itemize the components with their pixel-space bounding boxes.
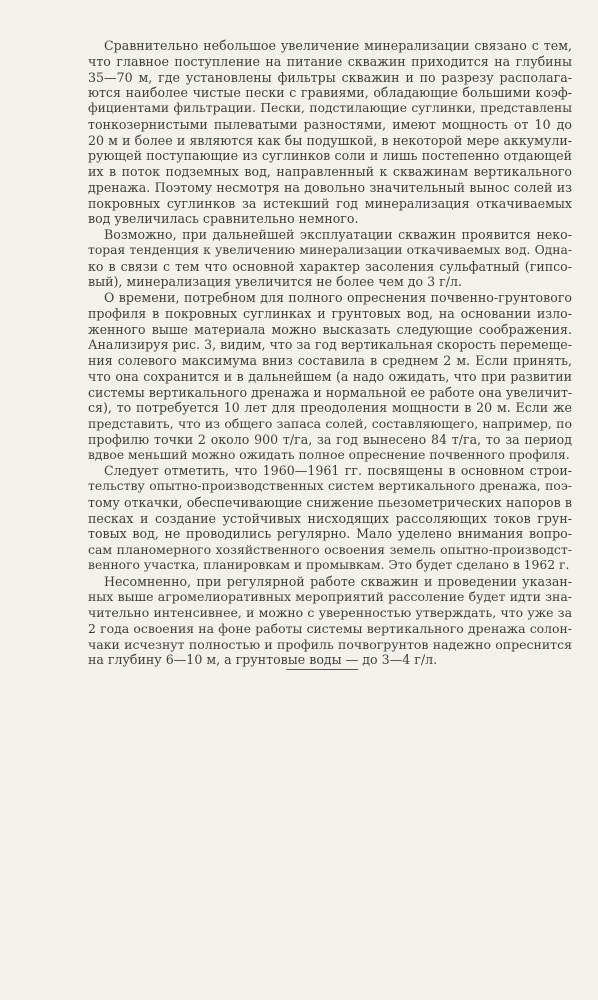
- text-line: Возможно, при дальнейшей эксплуатации скважин проявится неко-: [104, 227, 572, 242]
- text-line: рующей поступающие из суглинков соли и лишь постепенно отдающей: [88, 148, 572, 164]
- text-line: их в поток подземных вод, направленный к скважинам вертикального: [88, 164, 572, 179]
- text-line: вдвое меньший можно ожидать полное опреснение почвенного профиля.: [88, 447, 570, 462]
- text-line: чительно интенсивнее, и можно с уверенностью утверждать, что уже за: [88, 605, 572, 620]
- paragraph-construction-years: [88, 463, 572, 573]
- text-line: 2 года освоения на фоне работы системы вертикального дренажа солон-: [88, 620, 572, 636]
- text-line: что она сохранится и в дальнейшем (а надо ожидать, что при развитии: [88, 368, 572, 384]
- text-line: О времени, потребном для полного опреснения почвенно-грунтового: [104, 290, 572, 305]
- text-line: тельству опытно-производственных систем вертикального дренажа, поэ-: [88, 479, 572, 493]
- text-line: покровных суглинков за истекший год минерализация откачиваемых: [88, 195, 572, 211]
- text-line: торая тенденция к увеличению минерализации откачиваемых вод. Одна-: [88, 242, 572, 257]
- paragraph-desalination-time: [88, 290, 572, 463]
- paragraph-future-tendency: [88, 227, 572, 290]
- paragraph-mineralization-increase: [88, 38, 572, 227]
- text-line: вый), минерализация увеличится не более чем до 3 г/л.: [88, 274, 462, 290]
- text-line: профиля в покровных суглинках и грунтовых вод, на основании изло-: [88, 305, 572, 321]
- text-line: представить, что из общего запаса солей, составляющего, например, по: [88, 416, 572, 431]
- text-line: товых вод, не проводились регулярно. Мало уделено внимания вопро-: [88, 526, 572, 542]
- end-separator-line: [286, 669, 358, 670]
- text-line: тому откачки, обеспечивающие снижение пьезометрических напоров в: [88, 494, 572, 510]
- text-line: 35—70 м, где установлены фильтры скважин и по разрезу располага-: [88, 69, 572, 85]
- text-line: фициентами фильтрации. Пески, подстилающие суглинки, представлены: [88, 101, 572, 115]
- text-line: дренажа. Поэтому несмотря на довольно значительный вынос солей из: [88, 179, 572, 195]
- text-line: системы вертикального дренажа и нормальной ее работе она увеличит-: [88, 384, 573, 400]
- text-line: ко в связи с тем что основной характер засоления сульфатный (гипсо-: [88, 258, 572, 274]
- text-line: ных выше агромелиоративных мероприятий рассоление будет идти зна-: [88, 589, 572, 605]
- text-line: Несомненно, при регулярной работе скважин и проведении указан-: [104, 573, 572, 589]
- text-line: женного выше материала можно высказать следующие соображения.: [88, 321, 572, 337]
- text-line: 20 м и более и являются как бы подушкой, в некоторой мере аккумули-: [88, 132, 572, 148]
- text-line: венного участка, планировкам и промывкам. Это будет сделано в 1962 г.: [88, 557, 570, 572]
- text-line: сам планомерного хозяйственного освоения земель опытно-производст-: [88, 542, 572, 557]
- body-text: [88, 38, 572, 668]
- text-line: вод увеличилась сравнительно немного.: [88, 211, 359, 227]
- paragraph-conclusion: [88, 574, 572, 669]
- text-line: профилю точки 2 около 900 т/га, за год вынесено 84 т/га, то за период: [88, 431, 572, 447]
- text-line: тонкозернистыми пылеватыми разностями, имеют мощность от 10 до: [88, 116, 572, 132]
- text-line: Следует отметить, что 1960—1961 гг. посвящены в основном строи-: [104, 463, 572, 479]
- text-line: Сравнительно небольшое увеличение минерализации связано с тем,: [104, 38, 572, 53]
- text-line: на глубину 6—10 м, а грунтовые воды — до 3—4 г/л.: [88, 652, 438, 668]
- text-line: что главное поступление на питание скважин приходится на глубины: [88, 53, 572, 69]
- text-line: песках и создание устойчивых нисходящих рассоляющих токов грун-: [88, 510, 572, 526]
- text-line: ся), то потребуется 10 лет для преодоления мощности в 20 м. Если же: [88, 400, 572, 416]
- text-line: чаки исчезнут полностью и профиль почвогрунтов надежно опреснится: [88, 636, 572, 652]
- text-line: Анализируя рис. 3, видим, что за год вертикальная скорость перемеще-: [88, 337, 572, 353]
- text-line: ются наиболее чистые пески с гравиями, обладающие большими коэф-: [88, 85, 572, 101]
- text-line: ния солевого максимума вниз составила в среднем 2 м. Если принять,: [88, 353, 572, 368]
